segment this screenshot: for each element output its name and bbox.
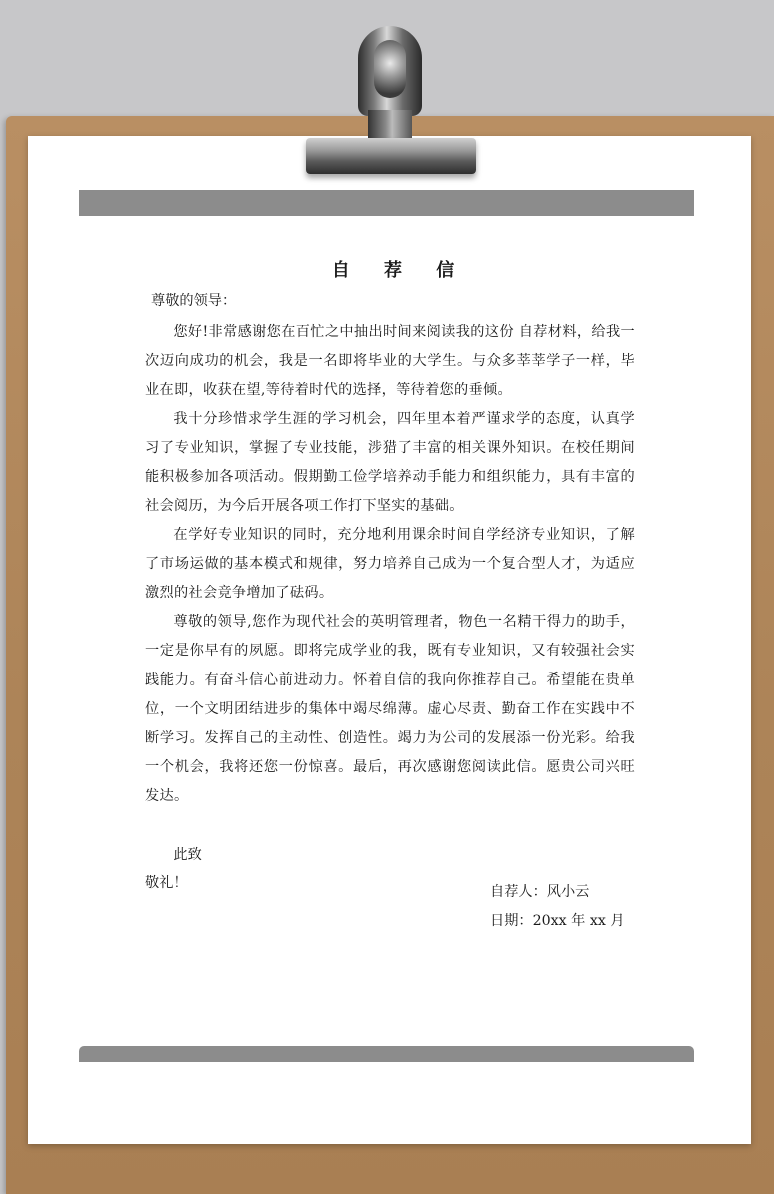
signature-block [490,878,625,936]
letter-salutation: 尊敬的领导： [151,293,237,309]
letter-paragraph: 在学好专业知识的同时，充分地利用课余时间自学经济专业知识，了解了市场运做的基本模式和规律，努力培养自己成为一个复合型人才，为适应激烈的社会竞争增加了砝码。 [145,527,635,601]
letter-regards: 敬礼！ [145,875,188,891]
letter-closing: 此致 [173,847,202,863]
binder-clip-ring [358,26,422,116]
letter-paragraph: 我十分珍惜求学生涯的学习机会，四年里本着严谨求学的态度，认真学习了专业知识，掌握了专业技能，涉猎了丰富的相关课外知识。在校任期间能积极参加各项活动。假期勤工俭学培养动手能力和组织能力，具有丰富的社会阅历，为今后开展各项工作打下坚实的基础。 [145,411,635,514]
header-bar [79,190,694,216]
footer-bar [79,1046,694,1062]
letter-title: 自 荐 信 [331,260,469,281]
letter-body [145,258,635,897]
signer-name: 自荐人：风小云 [490,884,590,900]
binder-clip-plate [306,138,476,174]
letter-paragraph: 您好!非常感谢您在百忙之中抽出时间来阅读我的这份 自荐材料，给我一次迈向成功的机会，我是一名即将毕业的大学生。与众多莘莘学子一样，毕业在即，收获在望,等待着时代的选择，等待着您的垂倾。 [145,324,635,398]
letter-paragraph: 尊敬的领导,您作为现代社会的英明管理者，物色一名精干得力的助手，一定是你早有的夙愿。即将完成学业的我，既有专业知识，又有较强社会实践能力。有奋斗信心前进动力。怀着自信的我向你推荐自己。希望能在贵单位，一个文明团结进步的集体中竭尽绵薄。虚心尽责、勤奋工作在实践中不断学习。发挥自己的主动性、创造性。竭力为公司的发展添一份光彩。给我一个机会，我将还您一份惊喜。最后，再次感谢您阅读此信。愿贵公司兴旺发达。 [145,614,635,804]
letter-date: 日期：20xx 年 xx 月 [490,913,625,929]
binder-clip-icon [306,26,476,176]
